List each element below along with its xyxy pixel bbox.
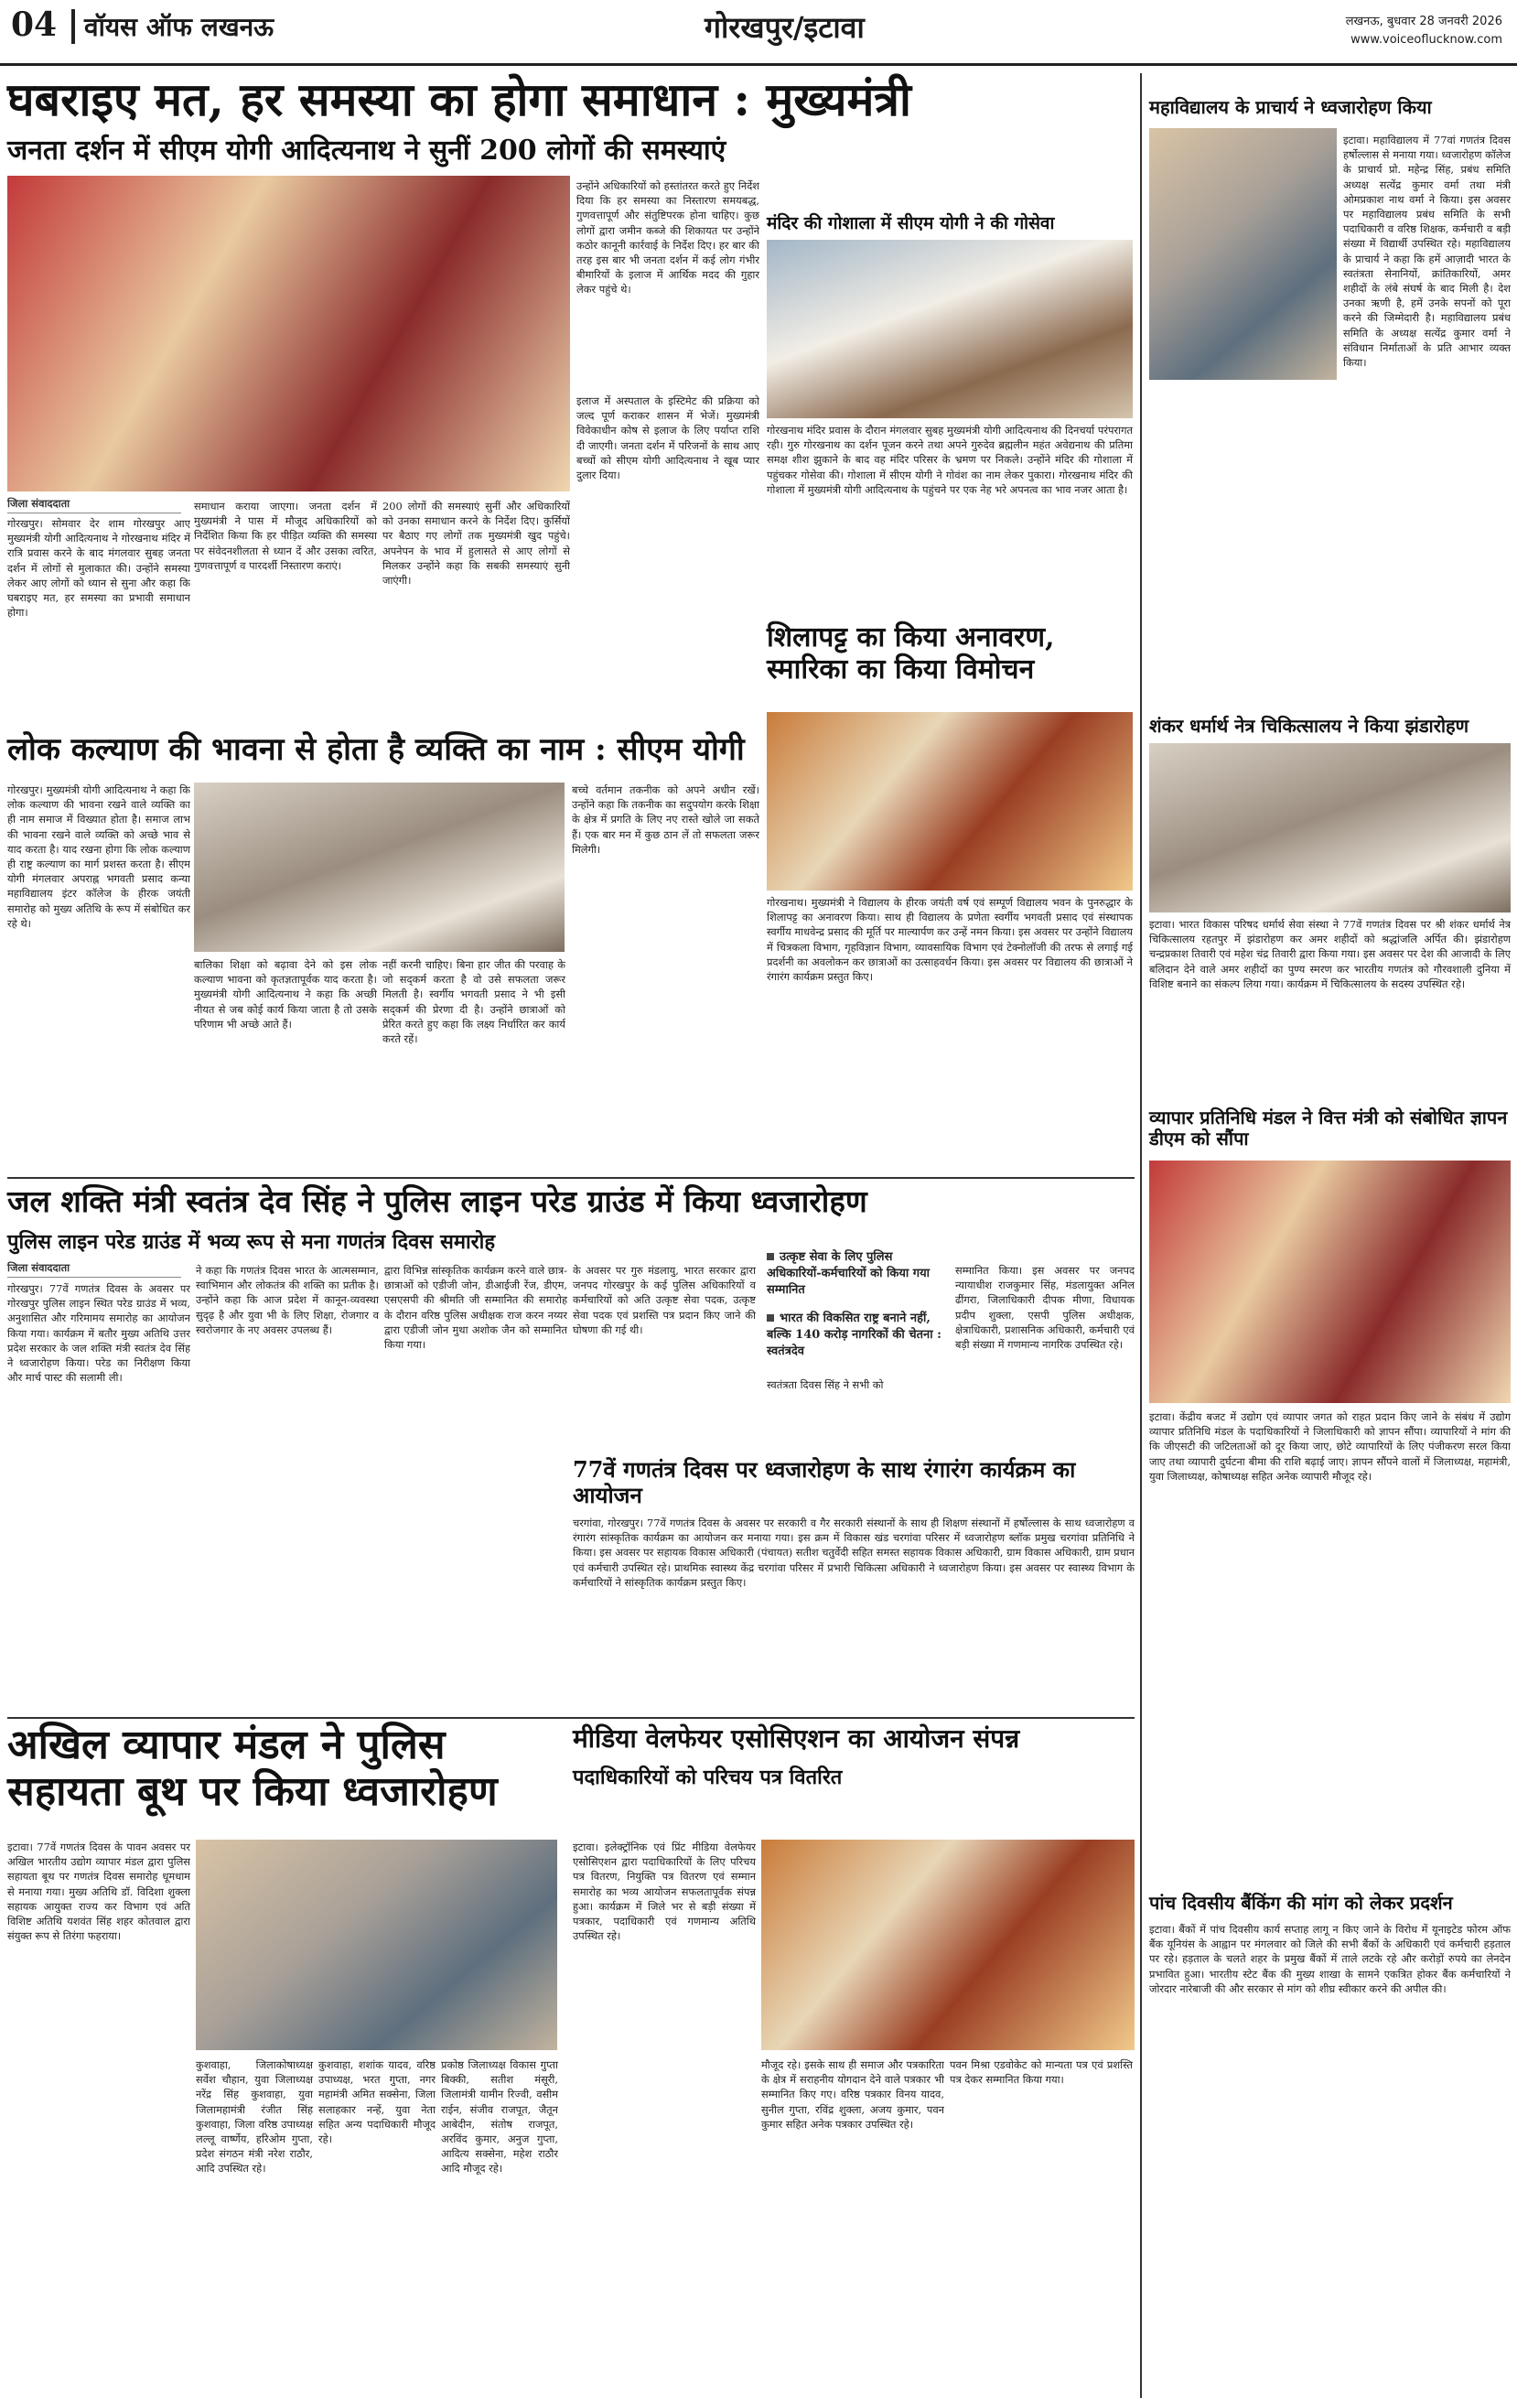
masthead xyxy=(0,0,1517,66)
rail-divider xyxy=(1140,73,1142,2398)
s5-col5: सम्मानित किया। इस अवसर पर जनपद न्यायाधीश राजकुमार सिंह, मंडलायुक्त अनिल ढींगरा, जिलाधिकारी दीपक मीणा, विधायक प्रदीप शुक्ला, एसपी पुलिस अधीक्षक, क्षेत्राधिकारी, प्रशासनिक अधिकारी, कर्मचारी एवं बड़ी संख्या में गणमान्य नागरिक उपस्थित रहे। xyxy=(955,1264,1135,1352)
s5-tail: स्वतंत्रता दिवस सिंह ने सभी को xyxy=(767,1378,884,1391)
s8-col1: इटावा। इलेक्ट्रॉनिक एवं प्रिंट मीडिया वेलफेयर एसोसिएशन द्वारा पदाधिकारियों के लिए परिचय पत्र वितरण, नियुक्ति पत्र वितरण एवं सम्मान समारोह का भव्य आयोजन सफलतापूर्वक संपन्न हुआ। कार्यक्रम में जिले भर से बड़ी संख्या में पत्रकार, पदाधिकारी एवं गणमान्य अतिथि उपस्थित रहे। xyxy=(573,1841,756,1943)
s3-body: गोरखनाथ। मुख्यमंत्री ने विद्यालय के हीरक जयंती वर्ष एवं सम्पूर्ण विद्यालय भवन के पुनरुद्धार के शिलापट्ट का अनावरण किया। साथ ही विद्यालय के प्रणेता स्वर्गीय भगवती प्रसाद एवं संस्थापक स्वर्गीय माधवेन्द्र प्रसाद की मूर्ति पर माल्यार्पण कर उन्हें नमन किया। इस अवसर पर उन्होंने विद्यालय में चित्रकला विभाग, गृहविज्ञान विभाग, व्यावसायिक विभाग एवं टेक्नोलॉजी की तरफ से लगाई गई प्रदर्शनी का अवलोकन कर छात्राओं का उत्साहवर्धन किया। इस अवसर पर विद्यालय की छात्राओं ने रंगारंग कार्यक्रम प्रस्तुत किए। xyxy=(767,896,1133,984)
page-number: 04 xyxy=(11,5,58,44)
bullet-icon xyxy=(767,1314,774,1322)
s5-col2: ने कहा कि गणतंत्र दिवस भारत के आत्मसम्मान, स्वाभिमान और लोकतंत्र की शक्ति का प्रतीक है। उन्होंने कहा कि आज प्रदेश में कानून-व्यवस्था सुदृढ़ है और युवा भी के लिए शिक्षा, रोजगार व स्वरोजगार के नए अवसर उपलब्ध हैं। xyxy=(196,1264,379,1336)
s5-bullet-2 xyxy=(767,1311,950,1360)
s5-byline: जिला संवाददाता xyxy=(7,1261,181,1278)
r1-body-b xyxy=(1149,384,1511,714)
s7-col3: कुशवाहा, शशांक यादव, वरिष्ठ उपाध्यक्ष, भरत गुप्ता, नगर महामंत्री अमित सक्सेना, जिला सलाहकार नन्हें, युवा नेता सहित अन्य पदाधिकारी मौजूद रहे। xyxy=(318,2058,436,2146)
s1-headline: घबराइए मत, हर समस्या का होगा समाधान : मुख्यमंत्री xyxy=(7,72,911,126)
s1-col1: गोरखपुर। सोमवार देर शाम गोरखपुर आए मुख्यमंत्री योगी आदित्यनाथ ने गोरखनाथ मंदिर में रात्रि प्रवास करने के बाद मंगलवार सुबह जनता दर्शन में लोगों से मुलाकात की। उन्होंने समस्या लेकर आए लोगों को ध्यान से सुना और कहा कि घबराइए मत, हर समस्या का प्रभावी समाधान होगा। xyxy=(7,517,190,620)
s5-col1: गोरखपुर। 77वें गणतंत्र दिवस के अवसर पर गोरखपुर पुलिस लाइन स्थित परेड ग्राउंड में भव्य, अनुशासित और गरिमामय समारोह का आयोजन किया गया। कार्यक्रम में बतौर मुख्य अतिथि उत्तर प्रदेश सरकार के जल शक्ति मंत्री स्वतंत्र देव सिंह ने ध्वजारोहण किया। परेड का निरीक्षण किया और मार्च पास्ट की सलामी ली। xyxy=(7,1282,190,1385)
s7-photo-flag-hoisting xyxy=(196,1840,557,2050)
s6-body: चरगांवा, गोरखपुर। 77वें गणतंत्र दिवस के अवसर पर सरकारी व गैर सरकारी संस्थानों के साथ ही शिक्षण संस्थानों में हर्षोल्लास के साथ ध्वजारोहण व रंगारंग सांस्कृतिक कार्यक्रम का आयोजन कर मनाया गया। इस क्रम में विकास खंड चरगांवा परिसर में ध्वजारोहण ब्लॉक प्रमुख चरगांवा प्रतिनिधि ने किया। इस अवसर पर सहायक विकास अधिकारी (पंचायत) सतीश चतुर्वेदी सहित समस्त सहायक विकास अधिकारी, ग्राम विकास अधिकारी, ग्राम प्रधान एवं कर्मचारी उपस्थित रहे। प्राथमिक स्वास्थ्य केंद्र चरगांवा परिसर में प्रभारी चिकित्सा अधिकारी ने ध्वजारोहण किया। इस अवसर पर स्वास्थ्य विभाग के कर्मचारियों ने सांस्कृतिक कार्यक्रम प्रस्तुत किए। xyxy=(573,1517,1135,1589)
s7-col1: इटावा। 77वें गणतंत्र दिवस के पावन अवसर पर अखिल भारतीय उद्योग व्यापार मंडल द्वारा पुलिस सहायता बूथ पर गणतंत्र दिवस समारोह धूमधाम से मनाया गया। मुख्य अतिथि डॉ. विदिशा शुक्ला सहायक आयुक्त राज्य कर विभाग एवं अति विशिष्ट अतिथि यशवंत सिंह शहर कोतवाल द्वारा संयुक्त रूप से तिरंगा फहराया। xyxy=(7,1841,190,1943)
r1-headline: महाविद्यालय के प्राचार्य ने ध्वजारोहण किया xyxy=(1149,96,1432,118)
divider xyxy=(7,1717,1135,1719)
s1-byline: जिला संवाददाता xyxy=(7,497,181,513)
s5-bullet-1-text: उत्कृष्ट सेवा के लिए पुलिस अधिकारियों-कर्मचारियों को किया गया सम्मानित xyxy=(767,1250,931,1297)
s2-body: गोरखनाथ मंदिर प्रवास के दौरान मंगलवार सुबह मुख्यमंत्री योगी आदित्यनाथ की दिनचर्या परंपरागत रही। गुरु गोरखनाथ का दर्शन पूजन करने तथा अपने गुरुदेव ब्रह्मलीन महंत अवेद्यनाथ की प्रतिमा समक्ष शीश झुकाने के बाद वह मंदिर परिसर के भ्रमण पर निकले। उन्होंने मंदिर की गोशाला में पहुंचकर गोसेवा की। गोशाला में सीएम योगी ने गोवंश का नाम लेकर पुकारा। गोरखनाथ मंदिर की गोशाला में मुख्यमंत्री योगी आदित्यनाथ के पहुंचने पर एक नेह भरे अपनत्व का भाव नजर आता है। xyxy=(767,424,1133,496)
r2-headline: शंकर धर्मार्थ नेत्र चिकित्सालय ने किया झंडारोहण xyxy=(1149,715,1469,737)
s5-subhead: पुलिस लाइन परेड ग्राउंड में भव्य रूप से मना गणतंत्र दिवस समारोह xyxy=(7,1230,496,1254)
issue-date: लखनऊ, बुधवार 28 जनवरी 2026 xyxy=(1345,15,1502,28)
s1-col3: 200 लोगों की समस्याएं सुनीं और अधिकारियों को उनका समाधान करने के निर्देश दिए। कुर्सियों पर बैठाए गए लोगों तक मुख्यमंत्री खुद पहुंचे। अपनेपन के भाव में हुलासते से आए लोगों से मिलकर उन्होंने कहा कि सबकी समस्याएं सुनी जाएंगी। xyxy=(382,500,570,588)
r2-body: इटावा। भारत विकास परिषद धर्मार्थ सेवा संस्था ने 77वें गणतंत्र दिवस पर श्री शंकर धर्मार्थ नेत्र चिकित्सालय रहतपुर में झंडारोहण कर अमर शहीदों को श्रद्धांजलि अर्पित की। झंडारोहण चन्द्रप्रकाश तिवारी एवं महेश चंद्र तिवारी द्वारा किया गया। इस अवसर पर देश की आजादी के लिए बलिदान देने वाले अमर शहीदों का पुण्य स्मरण कर भारतीय गणतंत्र को गौरवशाली दुनिया में विशिष्ट बनाने का संकल्प लिया गया। कार्यक्रम में चिकित्सालय के सदस्य उपस्थित रहे। xyxy=(1149,918,1511,990)
s5-bullet-1 xyxy=(767,1249,950,1299)
s2-photo-goshala xyxy=(767,240,1133,418)
dateline xyxy=(1346,13,1502,49)
r1-body-a: इटावा। महाविद्यालय में 77वां गणतंत्र दिवस हर्षोल्लास से मनाया गया। ध्वजारोहण कॉलेज के प्राचार्य प्रो. महेन्द्र सिंह, प्रबंध समिति अध्यक्ष सत्येंद्र कुमार वर्मा तथा मंत्री ओमप्रकाश नाथ वर्मा ने किया। इस अवसर पर महाविद्यालय प्रबंध समिति के सभी पदाधिकारी व वरिष्ठ शिक्षक, कर्मचारी व बड़ी संख्या में विद्यार्थी उपस्थित रहे। महाविद्यालय के प्राचार्य ने कहा कि हमें आज़ादी भारत के स्वतंत्रता सेनानियों, क्रांतिकारियों, अमर शहीदों के लंबे संघर्ष के बाद मिली है। देश उनका ऋणी है, हमें उनके सपनों को पूरा करने की जिम्मेदारी है। महाविद्यालय प्रबंध समिति के अध्यक्ष सत्येंद्र कुमार वर्मा ने संविधान निर्माताओं के प्रति आभार व्यक्त किया। xyxy=(1343,134,1511,370)
s7-col4: प्रकोष्ठ जिलाध्यक्ष विकास गुप्ता बिक्की, सतीश मंसूरी, जिलामंत्री यामीन रिज्वी, वसीम राईन, संजीव राजपूत, जैतून आबेदीन, संतोष राजपूत, अरविंद कुमार, अनुज गुप्ता, आदित्य सक्सेना, महेश राठौर आदि मौजूद रहे। xyxy=(441,2058,558,2176)
newspaper-brand: वॉयस ऑफ लखनऊ xyxy=(71,9,274,44)
s7-col2: कुशवाहा, जिलाकोषाध्यक्ष सर्वेश चौहान, युवा जिलाध्यक्ष नरेंद्र सिंह कुशवाहा, युवा जिलामहामंत्री रंजीत सिंह कुशवाहा, जिला वरिष्ठ उपाध्यक्ष लल्लू वार्ष्णेय, हरिओम गुप्ता, प्रदेश संगठन मंत्री नरेश राठौर, आदि उपस्थित रहे। xyxy=(196,2058,313,2176)
s6-headline: 77वें गणतंत्र दिवस पर ध्वजारोहण के साथ रंगारंग कार्यक्रम का आयोजन xyxy=(573,1456,1076,1508)
s5-col3: द्वारा विभिन्न सांस्कृतिक कार्यक्रम करने वाले छात्र-छात्राओं को एडीजी जोन, डीआईजी रेंज, डीएम, एसएसपी की श्रीमति जी सम्मानित की समारोह के दौरान वरिष्ठ पुलिस अधीक्षक राज करन नय्यर द्वारा एडीजी जोन मुथा अशोक जैन को सम्मानित किया गया। xyxy=(384,1264,567,1352)
s3-headline: शिलापट्ट का किया अनावरण, स्मारिका का किया विमोचन xyxy=(767,621,1055,686)
r1-photo-college xyxy=(1149,128,1337,380)
website-url: www.voiceoflucknow.com xyxy=(1350,33,1502,47)
s2-headline: मंदिर की गोशाला में सीएम योगी ने की गोसेवा xyxy=(767,213,1055,233)
r3-photo-memorandum xyxy=(1149,1161,1511,1403)
r3-body: इटावा। केंद्रीय बजट में उद्योग एवं व्यापार जगत को राहत प्रदान किए जाने के संबंध में उद्योग व्यापार प्रतिनिधि मंडल के पदाधिकारियों ने जिलाधिकारी को ज्ञापन सौंपा। व्यापारियों ने मांग की कि जीएसटी की जटिलताओं को दूर किया जाए, छोटे व्यापारियों के लिए पंजीकरण सरल किया जाए तथा व्यापारी दुर्घटना बीमा की राशि बढ़ाई जाए। ज्ञापन सौंपने वालों में जिलाध्यक्ष, महामंत्री, युवा जिलाध्यक्ष, कोषाध्यक्ष सहित अनेक व्यापारी मौजूद रहे। xyxy=(1149,1410,1511,1483)
s8-headline: मीडिया वेलफेयर एसोसिएशन का आयोजन संपन्न xyxy=(573,1723,1020,1754)
section-title: गोरखपुर/इटावा xyxy=(705,10,865,45)
s4-headline: लोक कल्याण की भावना से होता है व्यक्ति का नाम : सीएम योगी xyxy=(7,731,745,768)
s1-col4: उन्होंने अधिकारियों को हस्तांतरत करते हुए निर्देश दिया कि हर समस्या का निस्तारण समयबद्ध, गुणवत्तापूर्ण और संतुष्टिपरक होना चाहिए। कुछ लोगों द्वारा जमीन कब्जे की शिकायत पर उन्होंने कठोर कानूनी कार्रवाई के निर्देश दिए। हर बार की तरह इस बार भी जनता दर्शन में कई लोग गंभीर बीमारियों के इलाज में आर्थिक मदद की गुहार लेकर पहुंचे थे। xyxy=(576,179,759,297)
s1-col2: समाधान कराया जाएगा। जनता दर्शन में मुख्यमंत्री ने पास में मौजूद अधिकारियों को निर्देशित किया कि हर पीड़ित व्यक्ति की समस्या पर संवेदनशीलता से ध्यान दें और उसका त्वरित, गुणवत्तापूर्ण व पारदर्शी निस्तारण कराएं। xyxy=(194,500,377,572)
s4-photo-ceremony xyxy=(194,783,565,952)
s7-headline: अखिल व्यापार मंडल ने पुलिस सहायता बूथ पर किया ध्वजारोहण xyxy=(7,1722,498,1815)
s1-photo-janta-darshan xyxy=(7,176,570,491)
s1-subhead: जनता दर्शन में सीएम योगी आदित्यनाथ ने सुनीं 200 लोगों की समस्याएं xyxy=(7,135,726,167)
s5-col4: के अवसर पर गुरु मंडलायु, भारत सरकार द्वारा जनपद गोरखपुर के कई पुलिस अधिकारियों व कर्मचारियों को अति उत्कृष्ट सेवा पदक, उत्कृष्ट सेवा पदक एवं प्रशस्ति पत्र प्रदान किए जाने की घोषणा की गई थी। xyxy=(573,1264,756,1336)
s4-col2: बालिका शिक्षा को बढ़ावा देने को इस लोक कल्याण भावना को कृतज्ञतापूर्वक याद करता है। मुख्यमंत्री योगी आदित्यनाथ ने कहा कि अच्छी नीयत से जब कोई कार्य किया जाता है तो उसके परिणाम भी अच्छे आते हैं। xyxy=(194,958,377,1031)
s8-photo-media-event xyxy=(761,1840,1135,2050)
bullet-icon xyxy=(767,1253,774,1260)
s5-bullet-2-text: भारत की विकसित राष्ट्र बनाने नहीं, बल्कि 140 करोड़ नागरिकों की चेतना : स्वतंत्रदेव xyxy=(767,1312,941,1358)
r3-headline: व्यापार प्रतिनिधि मंडल ने वित्त मंत्री को संबोधित ज्ञापन डीएम को सौंपा xyxy=(1149,1107,1508,1150)
s3-photo-plaque xyxy=(767,712,1133,891)
s8-col2: मौजूद रहे। इसके साथ ही समाज और पत्रकारिता के क्षेत्र में सराहनीय योगदान देने वाले पत्रकार भी सम्मानित किए गए। वरिष्ठ पत्रकार विनय यादव, सुनील गुप्ता, रविंद्र शुक्ला, अजय कुमार, पवन कुमार सहित अनेक पत्रकार उपस्थित रहे। xyxy=(761,2058,944,2131)
s8-col3: पवन मिश्रा एडवोकेट को मान्यता पत्र एवं प्रशस्ति पत्र देकर सम्मानित किया गया। xyxy=(950,2058,1133,2087)
divider xyxy=(7,1177,1135,1179)
r4-body: इटावा। बैंकों में पांच दिवसीय कार्य सप्ताह लागू न किए जाने के विरोध में यूनाइटेड फोरम ऑफ बैंक यूनियंस के आह्वान पर मंगलवार को जिले की सभी बैंकों के अधिकारी एवं कर्मचारी हड़ताल पर रहे। हड़ताल के चलते शहर के प्रमुख बैंकों में ताले लटके रहे और करोड़ों रुपये का लेनदेन प्रभावित हुआ। भारतीय स्टेट बैंक की मुख्य शाखा के सामने एकत्रित होकर बैंक कर्मचारियों ने जोरदार नारेबाजी की और सरकार से मांग को शीघ्र स्वीकार करने की अपील की। xyxy=(1149,1923,1511,1995)
s1-col5: इलाज में अस्पताल के इस्टिमेट की प्रक्रिया को जल्द पूर्ण कराकर शासन में भेजें। मुख्यमंत्री विवेकाधीन कोष से इलाज के लिए पर्याप्त राशि दी जाएगी। जनता दर्शन में परिजनों के साथ आए बच्चों को सीएम योगी आदित्यनाथ ने खूब प्यार दुलार दिया। xyxy=(576,394,759,482)
s4-col4: बच्चे वर्तमान तकनीक को अपने अधीन रखें। उन्होंने कहा कि तकनीक का सदुपयोग करके शिक्षा के क्षेत्र में प्रगति के लिए नए रास्ते खोले जा सकते हैं। एक बार मन में कुछ ठान लें तो सफलता जरूर मिलेगी। xyxy=(572,783,759,856)
s8-subhead: पदाधिकारियों को परिचय पत्र वितरित xyxy=(573,1766,843,1789)
r2-photo-eye-hospital xyxy=(1149,743,1511,912)
r4-headline: पांच दिवसीय बैंकिंग की मांग को लेकर प्रदर्शन xyxy=(1149,1892,1453,1914)
s4-col3: नहीं करनी चाहिए। बिना हार जीत की परवाह के जो सद्कर्म करता है वो उसे सफलता जरूर मिलती है। स्वर्गीय भगवती प्रसाद ने भी इसी सद्कर्म की प्रेरणा दी है। उन्होंने छात्राओं को प्रेरित करते हुए कहा कि लक्ष्य निर्धारित कर कार्य करते रहें। xyxy=(382,958,565,1046)
s5-headline: जल शक्ति मंत्री स्वतंत्र देव सिंह ने पुलिस लाइन परेड ग्राउंड में किया ध्वजारोहण xyxy=(7,1183,867,1219)
s4-col1: गोरखपुर। मुख्यमंत्री योगी आदित्यनाथ ने कहा कि लोक कल्याण की भावना रखने वाले व्यक्ति का ही नाम समाज में विख्यात होता है। समाज लाभ की भावना रखने वाले व्यक्ति को अच्छे भाव से याद करता है। याद रखना होगा कि लोक कल्याण ही राष्ट्र कल्याण का मार्ग प्रशस्त करता है। सीएम योगी मंगलवार अपराह्न भगवती प्रसाद कन्या महाविद्यालय इंटर कॉलेज के हीरक जयंती समारोह को मुख्य अतिथि के रूप में संबोधित कर रहे थे। xyxy=(7,783,190,930)
